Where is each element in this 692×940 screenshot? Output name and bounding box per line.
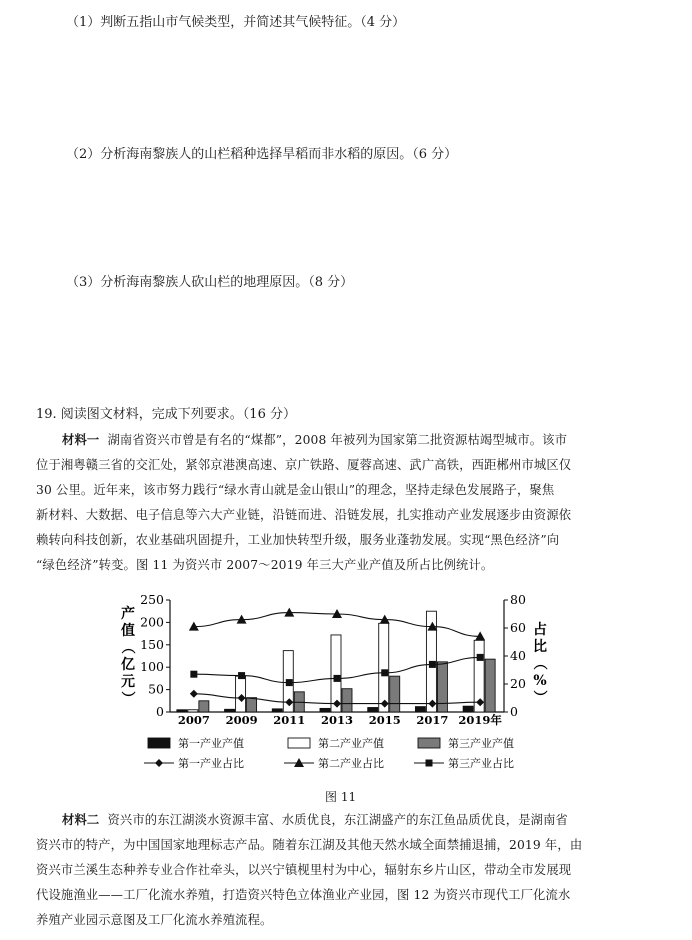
axis-title-char: （ (531, 656, 547, 670)
material-one-line: 30 公里。近年来，该市努力践行“绿水青山就是金山银山”的理念，坚持走绿色发展路子，聚焦 (36, 483, 555, 497)
axis-title-char: ） (119, 691, 135, 705)
point-marker-square (190, 671, 197, 678)
material-one (36, 428, 676, 578)
left-axis-tick-label: 200 (140, 614, 164, 630)
legend-label: 第一产业占比 (178, 757, 244, 770)
bar-2 (379, 623, 389, 712)
point-marker-diamond (155, 759, 163, 767)
right-axis-tick-label: 40 (510, 648, 526, 663)
material-one-label: 材料一 (62, 433, 100, 447)
point-marker-diamond (190, 690, 198, 698)
material-two-line: 养殖产业园示意图及工厂化流水养殖流程。 (36, 913, 273, 927)
point-marker-square (381, 669, 388, 676)
bar-3 (485, 659, 495, 712)
left-axis-tick-label: 250 (140, 592, 164, 607)
point-marker-square (334, 675, 341, 682)
legend-label: 第二产业占比 (318, 757, 384, 770)
axis-title-char: 占 (533, 622, 547, 638)
x-axis-tick-label: 2019年 (458, 713, 502, 727)
legend-swatch (288, 738, 310, 748)
bar-2 (331, 635, 341, 712)
axis-title-char: 亿 (121, 657, 135, 673)
axis-title-char: 比 (533, 639, 547, 655)
material-two-line: 资兴市兰溪生态种养专业合作社牵头，以兴宁镇枧里村为中心，辐射东乡片山区，带动全市发展现 (36, 863, 572, 877)
bar-3 (342, 689, 352, 712)
bar-2 (236, 676, 246, 712)
right-axis-tick-label: 20 (510, 676, 526, 691)
figure-caption: 图 11 (325, 790, 357, 804)
bar-3 (247, 698, 257, 712)
question-19-header: 19. 阅读图文材料，完成下列要求。（16 分） (36, 407, 296, 422)
x-axis-tick-label: 2013 (320, 713, 354, 727)
axis-title-char: （ (119, 640, 135, 654)
bar-1 (272, 709, 282, 712)
left-axis-tick-label: 150 (140, 636, 164, 652)
material-one-line: “绿色经济”转变。图 11 为资兴市 2007～2019 年三大产业产值及所占比例统计。 (36, 558, 494, 572)
legend-swatch (418, 738, 440, 748)
question-1: （1）判断五指山市气候类型，并简述其气候特征。（4 分） (66, 15, 406, 30)
legend-swatch (148, 738, 170, 748)
bar-3 (199, 701, 209, 712)
material-two (36, 808, 676, 933)
bar-1 (177, 710, 187, 712)
material-one-line: 新材料、大数据、电子信息等六大产业链，沿链而进、沿链发展，扎实推动产业发展逐步由资源依 (36, 508, 572, 522)
bar-1 (368, 708, 378, 712)
axis-title-char: 元 (121, 674, 135, 690)
material-two-line: 资兴市的特产，为中国国家地理标志产品。随着东江湖及其他天然水域全面禁捕退捕，2019 年，由 (36, 838, 583, 852)
left-axis-tick-label: 100 (140, 659, 164, 675)
point-marker-square (429, 661, 436, 668)
point-marker-square (426, 760, 433, 767)
material-one-line: 赖转向科技创新，农业基础巩固提升，工业加快转型升级，服务业蓬勃发展。实现“黑色经济”向 (36, 533, 560, 547)
legend-label: 第一产业产值 (178, 737, 244, 750)
legend-label: 第三产业占比 (448, 757, 514, 770)
axis-title-char: 产 (121, 606, 135, 622)
bar-3 (437, 662, 447, 712)
point-marker-square (238, 672, 245, 679)
right-axis-tick-label: 60 (510, 620, 526, 635)
x-axis-tick-label: 2015 (368, 713, 401, 727)
left-axis-tick-label: 50 (148, 681, 164, 697)
right-axis-tick-label: 80 (510, 592, 526, 607)
point-marker-square (477, 654, 484, 661)
legend-label: 第二产业产值 (318, 737, 384, 750)
axis-title-char: % (533, 673, 547, 689)
x-axis-tick-label: 2007 (177, 713, 210, 727)
left-axis-tick-label: 0 (156, 704, 164, 719)
x-axis-tick-label: 2009 (225, 713, 258, 727)
question-2: （2）分析海南黎族人的山栏稻种选择旱稻而非水稻的原因。（6 分） (66, 147, 458, 162)
x-axis-tick-label: 2017 (416, 713, 449, 727)
left-axis-title (119, 605, 135, 705)
material-one-line: 位于湘粤赣三省的交汇处，紧邻京港澳高速、京广铁路、厦蓉高速、武广高铁，西距郴州市城区仅 (36, 458, 572, 472)
point-marker-square (286, 679, 293, 686)
x-axis-tick-label: 2011 (273, 713, 306, 727)
right-axis-title (531, 621, 547, 704)
axis-title-char: 值 (121, 623, 135, 639)
bar-1 (320, 708, 330, 712)
bar-1 (225, 709, 235, 712)
bar-1 (463, 706, 473, 712)
question-3: （3）分析海南黎族人砍山栏的地理原因。（8 分） (66, 275, 354, 290)
right-axis-tick-label: 0 (510, 704, 518, 719)
bar-1 (415, 707, 425, 712)
legend-label: 第三产业产值 (448, 737, 514, 750)
axis-title-char: ） (531, 690, 547, 704)
material-one-line: 湖南省资兴市曾是有名的“煤都”，2008 年被列为国家第二批资源枯竭型城市。该市 (107, 433, 568, 447)
bar-2 (188, 710, 198, 712)
material-two-label: 材料二 (62, 813, 100, 827)
bar-3 (390, 676, 400, 712)
material-two-line: 资兴市的东江湖淡水资源丰富、水质优良，东江湖盛产的东江鱼品质优良，是湖南省 (107, 813, 569, 827)
material-two-line: 代设施渔业——工厂化流水养殖，打造资兴特色立体渔业产业园，图 12 为资兴市现代工厂化流水 (36, 888, 571, 902)
figure-11-chart (100, 588, 550, 780)
